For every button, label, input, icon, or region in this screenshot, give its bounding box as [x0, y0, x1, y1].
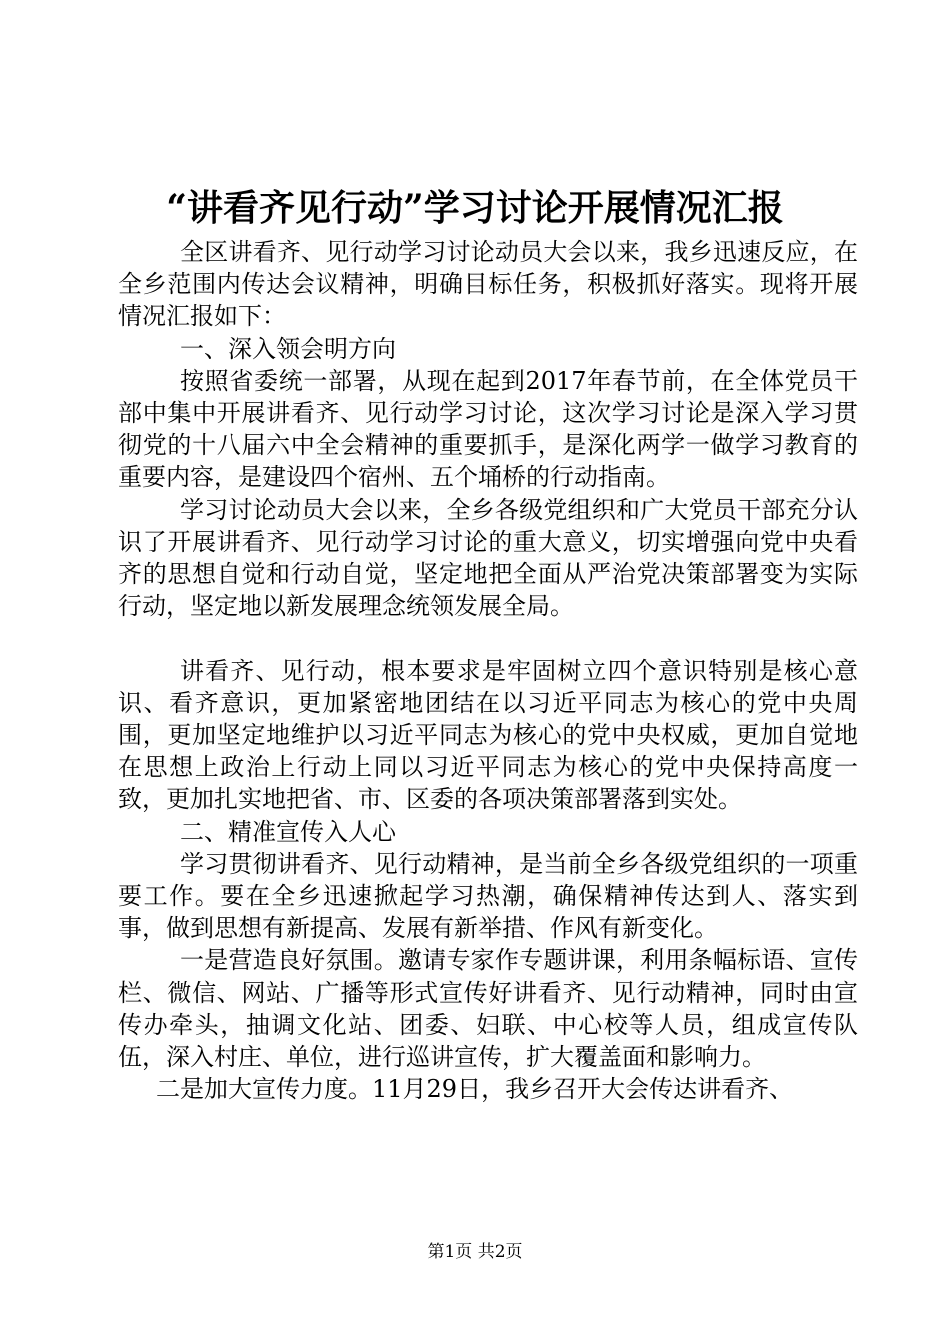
document-body: [118, 236, 858, 1105]
document-title: “讲看齐见行动”学习讨论开展情况汇报: [166, 187, 784, 229]
paragraph-gap: [118, 622, 858, 654]
body-paragraph: 学习贯彻讲看齐、见行动精神，是当前全乡各级党组织的一项重要工作。要在全乡迅速掀起学习热潮，确保精神传达到人、落实到事，做到思想有新提高、发展有新举措、作风有新变化。: [118, 849, 858, 943]
body-paragraph: 按照省委统一部署，从现在起到2017年春节前，在全体党员干部中集中开展讲看齐、见行动学习讨论，这次学习讨论是深入学习贯彻党的十八届六中全会精神的重要抓手，是深化两学一做学习教育的重要内容，是建设四个宿州、五个埇桥的行动指南。: [118, 366, 858, 492]
body-paragraph: 二是加大宣传力度。11月29日，我乡召开大会传达讲看齐、: [156, 1075, 794, 1104]
intro-paragraph: 全区讲看齐、见行动学习讨论动员大会以来，我乡迅速反应，在全乡范围内传达会议精神，明确目标任务，积极抓好落实。现将开展情况汇报如下：: [118, 238, 858, 331]
page-number: 第1页 共2页: [427, 1242, 523, 1262]
section-heading-1: 一、深入领会明方向: [180, 334, 396, 363]
body-paragraph: 学习讨论动员大会以来，全乡各级党组织和广大党员干部充分认识了开展讲看齐、见行动学习讨论的重大意义，切实增强向党中央看齐的思想自觉和行动自觉，坚定地把全面从严治党决策部署变为实际行动，坚定地以新发展理念统领发展全局。: [118, 495, 858, 621]
body-paragraph: 一是营造良好氛围。邀请专家作专题讲课，利用条幅标语、宣传栏、微信、网站、广播等形式宣传好讲看齐、见行动精神，同时由宣传办牵头，抽调文化站、团委、妇联、中心校等人员，组成宣传队伍，深入村庄、单位，进行巡讲宣传，扩大覆盖面和影响力。: [118, 946, 858, 1072]
section-heading-2: 二、精准宣传入人心: [180, 817, 396, 846]
body-paragraph: 讲看齐、见行动，根本要求是牢固树立四个意识特别是核心意识、看齐意识，更加紧密地团结在以习近平同志为核心的党中央周围，更加坚定地维护以习近平同志为核心的党中央权威，更加自觉地在思想上政治上行动上同以习近平同志为核心的党中央保持高度一致，更加扎实地把省、市、区委的各项决策部署落到实处。: [118, 656, 858, 814]
